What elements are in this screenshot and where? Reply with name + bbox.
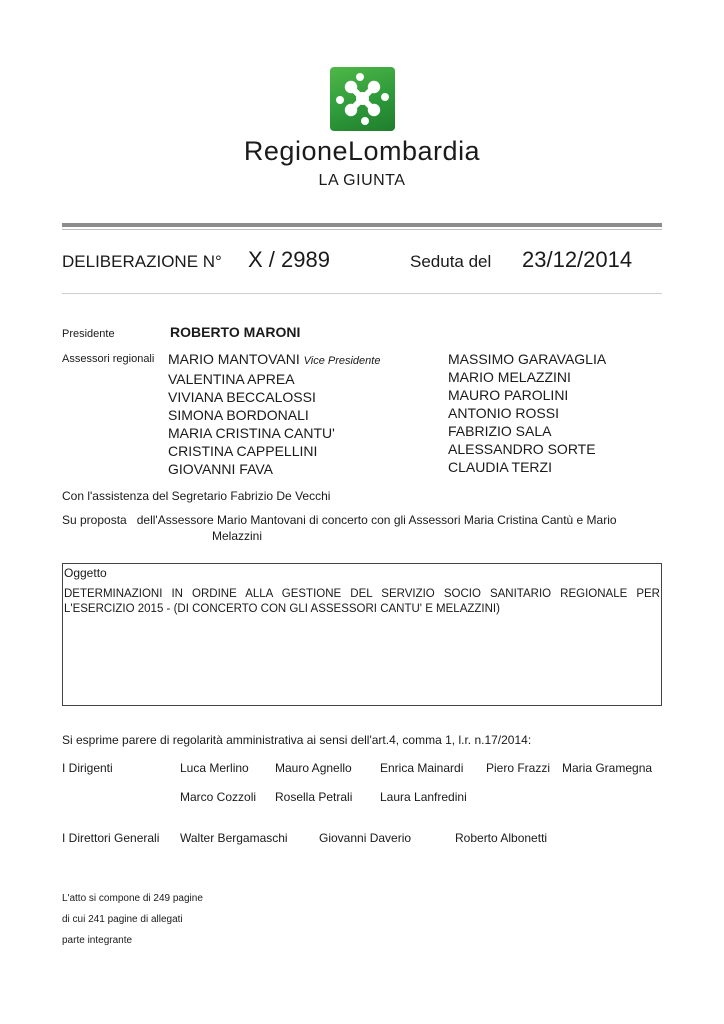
- assessore-item: MASSIMO GARAVAGLIA: [448, 351, 607, 367]
- assistenza-segretario: Con l'assistenza del Segretario Fabrizio De Vecchi: [62, 489, 331, 503]
- header-divider: [62, 223, 662, 227]
- direttori-label: I Direttori Generali: [62, 831, 160, 845]
- deliberazione-divider: [62, 293, 662, 294]
- dirigente-name: Mauro Agnello: [275, 761, 352, 775]
- dirigente-name: Laura Lanfredini: [380, 790, 467, 804]
- assessore-item: ANTONIO ROSSI: [448, 405, 559, 421]
- assessore-item: VIVIANA BECCALOSSI: [168, 389, 316, 405]
- assessore-item: CLAUDIA TERZI: [448, 459, 552, 475]
- dirigente-name: Rosella Petrali: [275, 790, 353, 804]
- assessori-right-column: [448, 350, 606, 476]
- oggetto-text: DETERMINAZIONI IN ORDINE ALLA GESTIONE DEL SERVIZIO SOCIO SANITARIO REGIONALE PER L'ESERCIZIO 2015 - (DI CONCERTO CON GLI ASSESSORI CANTU' E MELAZZINI): [64, 588, 660, 615]
- oggetto-label: Oggetto: [64, 566, 107, 580]
- assessore-item: MAURO PAROLINI: [448, 387, 569, 403]
- regione-lombardia-logo: [330, 67, 395, 131]
- direttore-name: Walter Bergamaschi: [180, 831, 288, 845]
- proposta-label: Su proposta: [62, 513, 127, 527]
- seduta-label: Seduta del: [410, 252, 492, 271]
- assessore-item: MARIA CRISTINA CANTU': [168, 425, 335, 441]
- assessori-left-column: [168, 350, 380, 478]
- deliberazione-label: DELIBERAZIONE N°: [62, 252, 222, 271]
- proposta-text-cont: Melazzini: [212, 529, 263, 543]
- deliberazione-number: X / 2989: [248, 247, 330, 272]
- presidente-name: ROBERTO MARONI: [170, 324, 301, 340]
- assessore-item: MARIO MANTOVANI Vice Presidente: [168, 351, 381, 367]
- assessore-item: FABRIZIO SALA: [448, 423, 552, 439]
- header-divider-thin: [62, 229, 662, 230]
- assessore-item: VALENTINA APREA: [168, 371, 295, 387]
- seduta-date: 23/12/2014: [522, 247, 633, 272]
- oggetto-box: [62, 563, 662, 706]
- dirigente-name: Piero Frazzi: [486, 761, 551, 775]
- rosa-camuna-icon: [330, 67, 395, 131]
- vice-presidente-note: Vice Presidente: [303, 355, 381, 367]
- assessore-item: ALESSANDRO SORTE: [448, 441, 596, 457]
- assessore-item: SIMONA BORDONALI: [168, 407, 309, 423]
- assessore-item: CRISTINA CAPPELLINI: [168, 443, 318, 459]
- parere-regolarita: Si esprime parere di regolarità amministrativa ai sensi dell'art.4, comma 1, l.r. n.17/2014:: [62, 733, 532, 747]
- pagine-totali: L'atto si compone di 249 pagine: [62, 893, 203, 904]
- assessore-item: GIOVANNI FAVA: [168, 461, 274, 477]
- dirigente-name: Enrica Mainardi: [380, 761, 464, 775]
- pagine-allegati: di cui 241 pagine di allegati: [62, 914, 183, 925]
- assessori-role: Assessori regionali: [62, 353, 155, 365]
- brand-subtitle: LA GIUNTA: [318, 172, 406, 189]
- direttore-name: Roberto Albonetti: [455, 831, 548, 845]
- dirigente-name: Maria Gramegna: [562, 761, 653, 775]
- proposta-text: dell'Assessore Mario Mantovani di concerto con gli Assessori Maria Cristina Cantù e Mario: [136, 513, 617, 527]
- brand-name: RegioneLombardia: [243, 136, 481, 166]
- assessore-item: MARIO MELAZZINI: [448, 369, 571, 385]
- parte-integrante: parte integrante: [62, 935, 133, 946]
- proposta: [62, 512, 662, 544]
- dirigenti-label: I Dirigenti: [62, 761, 113, 775]
- direttore-name: Giovanni Daverio: [319, 831, 412, 845]
- dirigente-name: Marco Cozzoli: [180, 790, 257, 804]
- presidente-role: Presidente: [62, 328, 115, 340]
- dirigente-name: Luca Merlino: [180, 761, 249, 775]
